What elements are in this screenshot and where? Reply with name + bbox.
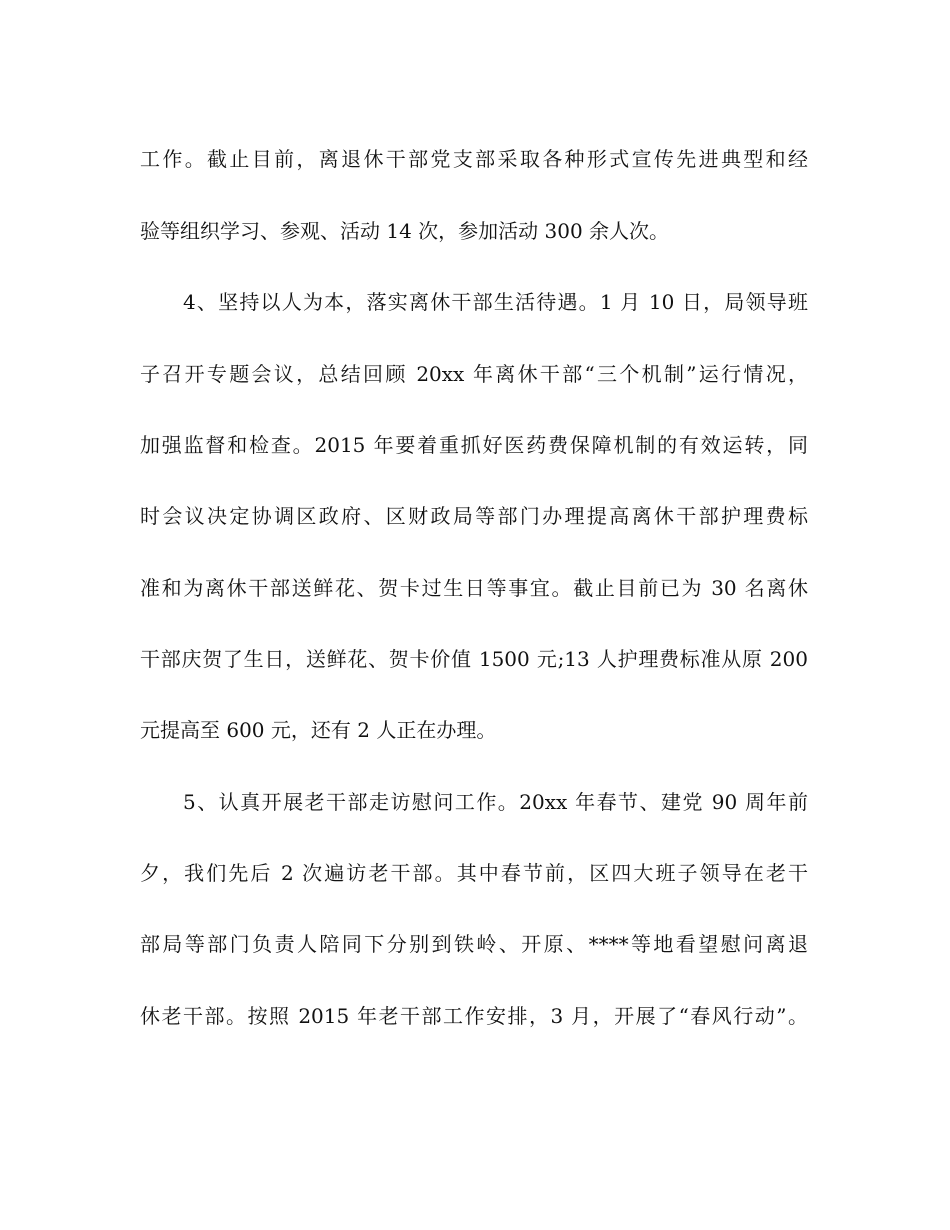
text-line-6-content: 时会议决定协调区政府、区财政局等部门办理提高离休干部护理费标 [140,504,808,528]
text-line-13-content: 休老干部。按照 2015 年老干部工作安排，3 月，开展了“春风行动”。 [140,1004,808,1028]
text-line-8-content: 干部庆贺了生日，送鲜花、贺卡价值 1500 元;13 人护理费标准从原 200 [140,647,808,671]
text-line-10 [0,782,950,822]
text-line-7-content: 准和为离休干部送鲜花、贺卡过生日等事宜。截止目前已为 30 名离休 [140,576,808,600]
text-line-10-content: 5、认真开展老干部走访慰问工作。20xx 年春节、建党 90 周年前 [183,790,808,814]
text-line-3-content: 4、坚持以人为本，落实离休干部生活待遇。1 月 10 日，局领导班 [183,290,808,314]
text-line-9-content: 元提高至 600 元，还有 2 人正在办理。 [140,718,497,742]
text-line-8 [0,639,950,679]
text-line-11 [0,853,950,893]
text-line-9 [0,710,950,750]
text-line-1 [0,139,950,179]
text-line-7 [0,568,950,608]
text-line-3 [0,282,950,322]
text-line-11-content: 夕，我们先后 2 次遍访老干部。其中春节前，区四大班子领导在老干 [140,861,808,885]
text-line-2-content: 验等组织学习、参观、活动 14 次，参加活动 300 余人次。 [140,219,670,243]
text-line-4-content: 子召开专题会议，总结回顾 20xx 年离休干部“三个机制”运行情况， [140,362,808,386]
text-line-13 [0,996,950,1036]
text-line-12 [0,924,950,964]
text-line-12-content: 部局等部门负责人陪同下分别到铁岭、开原、****等地看望慰问离退 [140,932,808,956]
text-line-4 [0,354,950,394]
text-line-6 [0,496,950,536]
text-line-5-content: 加强监督和检查。2015 年要着重抓好医药费保障机制的有效运转，同 [140,433,808,457]
text-line-2 [0,211,950,251]
text-line-1-content: 工作。截止目前，离退休干部党支部采取各种形式宣传先进典型和经 [140,147,808,171]
text-line-5 [0,425,950,465]
